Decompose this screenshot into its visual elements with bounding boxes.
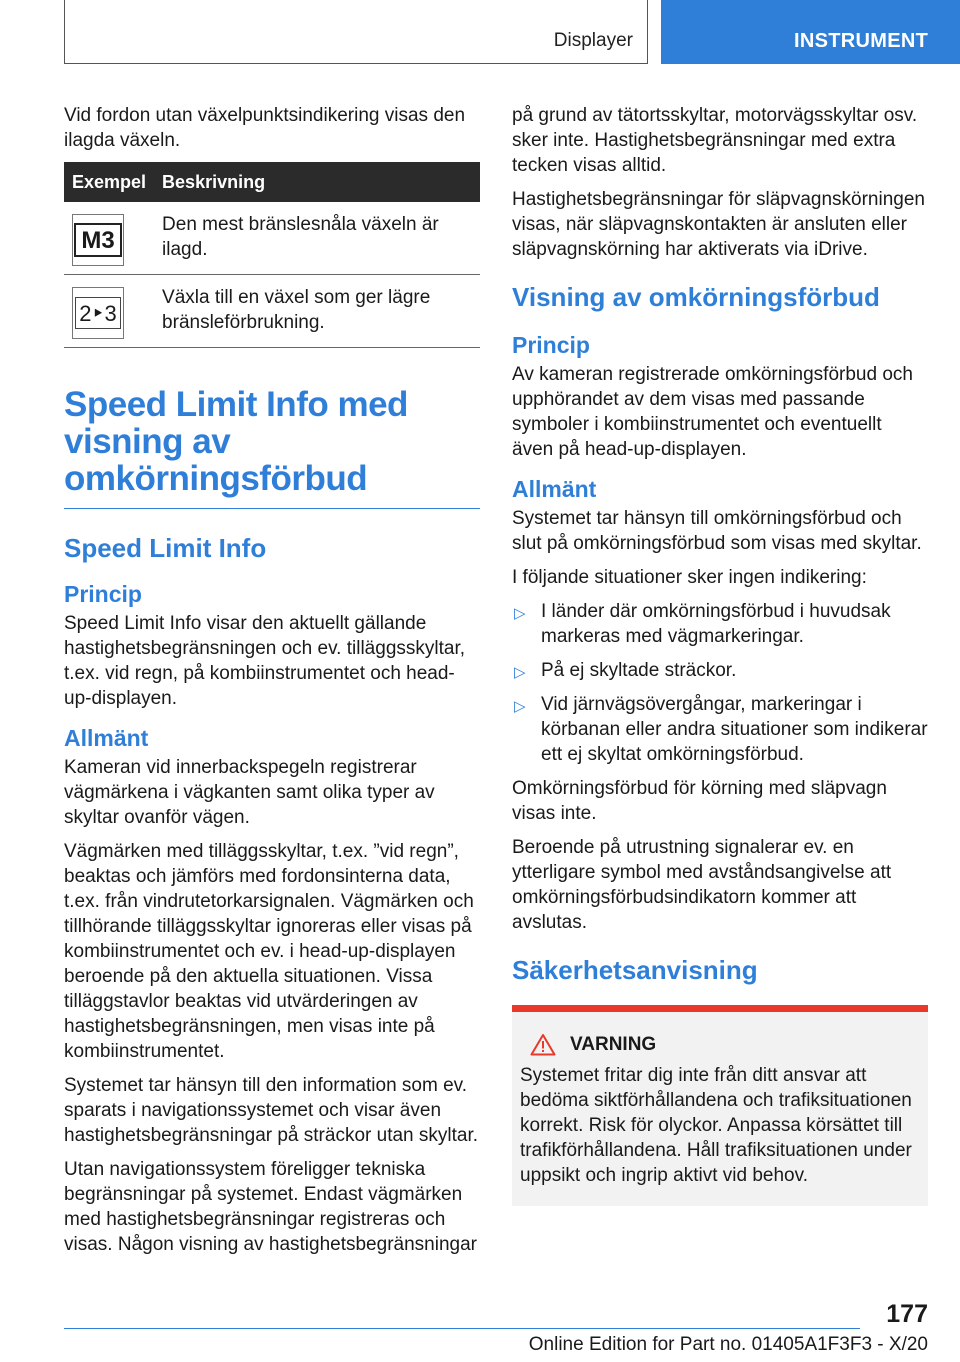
allmant-paragraph-1: Systemet tar hänsyn till omkörningsförbud och slut på omkörningsförbud som visas med skyltar. — [512, 508, 922, 554]
continued-paragraph-2: Hastighetsbegränsningar för släpvagnskörningen visas, när släpvagnskontakten är ansluten eller släpvagnskörning har aktiverats via iDrive. — [512, 189, 925, 260]
list-item: ▷ I länder där omkörningsförbud i huvudsak markeras med vägmarkeringar. — [514, 601, 891, 647]
table-row — [64, 202, 480, 275]
continued-paragraph-1: på grund av tätortsskyltar, motorvägsskyltar osv. sker inte. Hastighetsbegränsningar med extra tecken visas alltid. — [512, 105, 918, 176]
section-heading-speed-limit-info: Speed Limit Info — [64, 533, 267, 563]
allmant-paragraph-4: Utan navigationssystem föreligger tekniska begränsningar på systemet. Endast vägmärken med hastighetsbegränsningar registreras och visas. Någon visning av hastighetsbegränsningar — [64, 1159, 477, 1255]
heading-divider — [64, 508, 480, 509]
header-chapter-label: INSTRUMENT — [794, 30, 929, 52]
table-cell-description: Den mest bränslesnåla växeln är ilagd. — [154, 202, 480, 275]
list-item: ▷ På ej skyltade sträckor. — [512, 658, 928, 683]
gear-m3-icon — [72, 214, 124, 266]
right-column — [512, 103, 928, 1206]
warning-box — [512, 1005, 928, 1206]
table-row — [64, 275, 480, 348]
header-chapter-tab — [661, 0, 960, 64]
footer-edition: Online Edition for Part no. 01405A1F3F3 - X/20 — [528, 1334, 928, 1355]
page-number: 177 — [886, 1300, 928, 1328]
allmant-paragraph-1: Kameran vid innerbackspegeln registrerar vägmärkena i vägkanten samt olika typer av skyltar ovanför vägen. — [64, 757, 435, 828]
warning-text: Systemet fritar dig inte från ditt ansvar att bedöma siktförhållandena och trafiksituationen korrekt. Risk för olyckor. Anpassa körsättet till trafikförhållandena. Håll trafiksituationen under uppsikt och ingrip aktivt vid behov. — [520, 1065, 912, 1186]
list-item: ▷ Vid järnvägsövergångar, markeringar i körbanan eller andra situationer som indikerar ett ej skyltat omkörningsförbud. — [514, 694, 928, 765]
triangle-bullet-icon: ▷ — [514, 698, 526, 715]
warning-label: VARNING — [570, 1034, 657, 1055]
triangle-bullet-icon: ▷ — [514, 664, 526, 681]
warning-triangle-icon — [530, 1033, 556, 1056]
table-header-example: Exempel — [64, 162, 154, 202]
allmant-paragraph-3: Omkörningsförbud för körning med släpvagn visas inte. — [512, 778, 887, 824]
subheading-princip: Princip — [64, 581, 142, 607]
left-column — [64, 103, 480, 1266]
gear-m3-icon-label: M3 — [74, 223, 122, 257]
no-indication-list — [512, 599, 928, 767]
main-heading: Speed Limit Info med visning av omkörningsförbud — [64, 385, 408, 498]
gear-shift-up-icon-label: 2‣3 — [75, 297, 121, 329]
warning-header — [520, 1032, 920, 1057]
section-heading-overtaking: Visning av omkörningsförbud — [512, 282, 880, 312]
allmant-paragraph-2: Vägmärken med tilläggsskyltar, t.ex. ”vid regn”, beaktas och jämförs med fordonsinterna data, t.ex. från vindrutetorkarsignalen. Vägmärken och tillhörande tilläggsskyltar ignoreras eller visas på kombiinstrumentet och ev. i head-up-displayen beroende på den aktuella situationen. Vissa tilläggstavlor beaktas vid utvärderingen av hastighetsbegränsningen, men visas inte på kombiinstrumentet. — [64, 841, 474, 1062]
gear-shift-up-icon — [72, 287, 124, 339]
allmant-paragraph-3: Systemet tar hänsyn till den information som ev. sparats i navigationssystemet och visar även hastighetsbegränsningar på sträckor utan skyltar. — [64, 1075, 479, 1146]
triangle-bullet-icon: ▷ — [514, 605, 526, 622]
section-heading-safety: Säkerhetsanvisning — [512, 955, 758, 985]
intro-paragraph: Vid fordon utan växelpunktsindikering visas den ilagda växeln. — [64, 105, 466, 151]
footer-divider — [64, 1328, 860, 1329]
subheading-princip: Princip — [512, 332, 590, 358]
warning-bar — [512, 1005, 928, 1012]
allmant-paragraph-4: Beroende på utrustning signalerar ev. en ytterligare symbol med avståndsangivelse att omkörningsförbudsindikatorn kommer att avslutas. — [512, 837, 892, 933]
table-cell-description: Växla till en växel som ger lägre bränsleförbrukning. — [154, 275, 480, 348]
header-section-label: Displayer — [553, 30, 633, 51]
gear-indicator-table — [64, 162, 480, 348]
header-section-tab — [64, 0, 648, 64]
allmant-paragraph-2: I följande situationer sker ingen indikering: — [512, 567, 867, 588]
subheading-allmant: Allmänt — [512, 476, 597, 502]
table-header-description: Beskrivning — [154, 162, 480, 202]
princip-paragraph: Av kameran registrerade omkörningsförbud och upphörandet av dem visas med passande symboler i kombiinstrumentet och eventuellt även på head-up-displayen. — [512, 364, 913, 460]
subheading-allmant: Allmänt — [64, 725, 149, 751]
princip-paragraph: Speed Limit Info visar den aktuellt gällande hastighetsbegränsningen och ev. tilläggsskyltar, t.ex. vid regn, på kombiinstrumentet och head-up-displayen. — [64, 613, 466, 709]
